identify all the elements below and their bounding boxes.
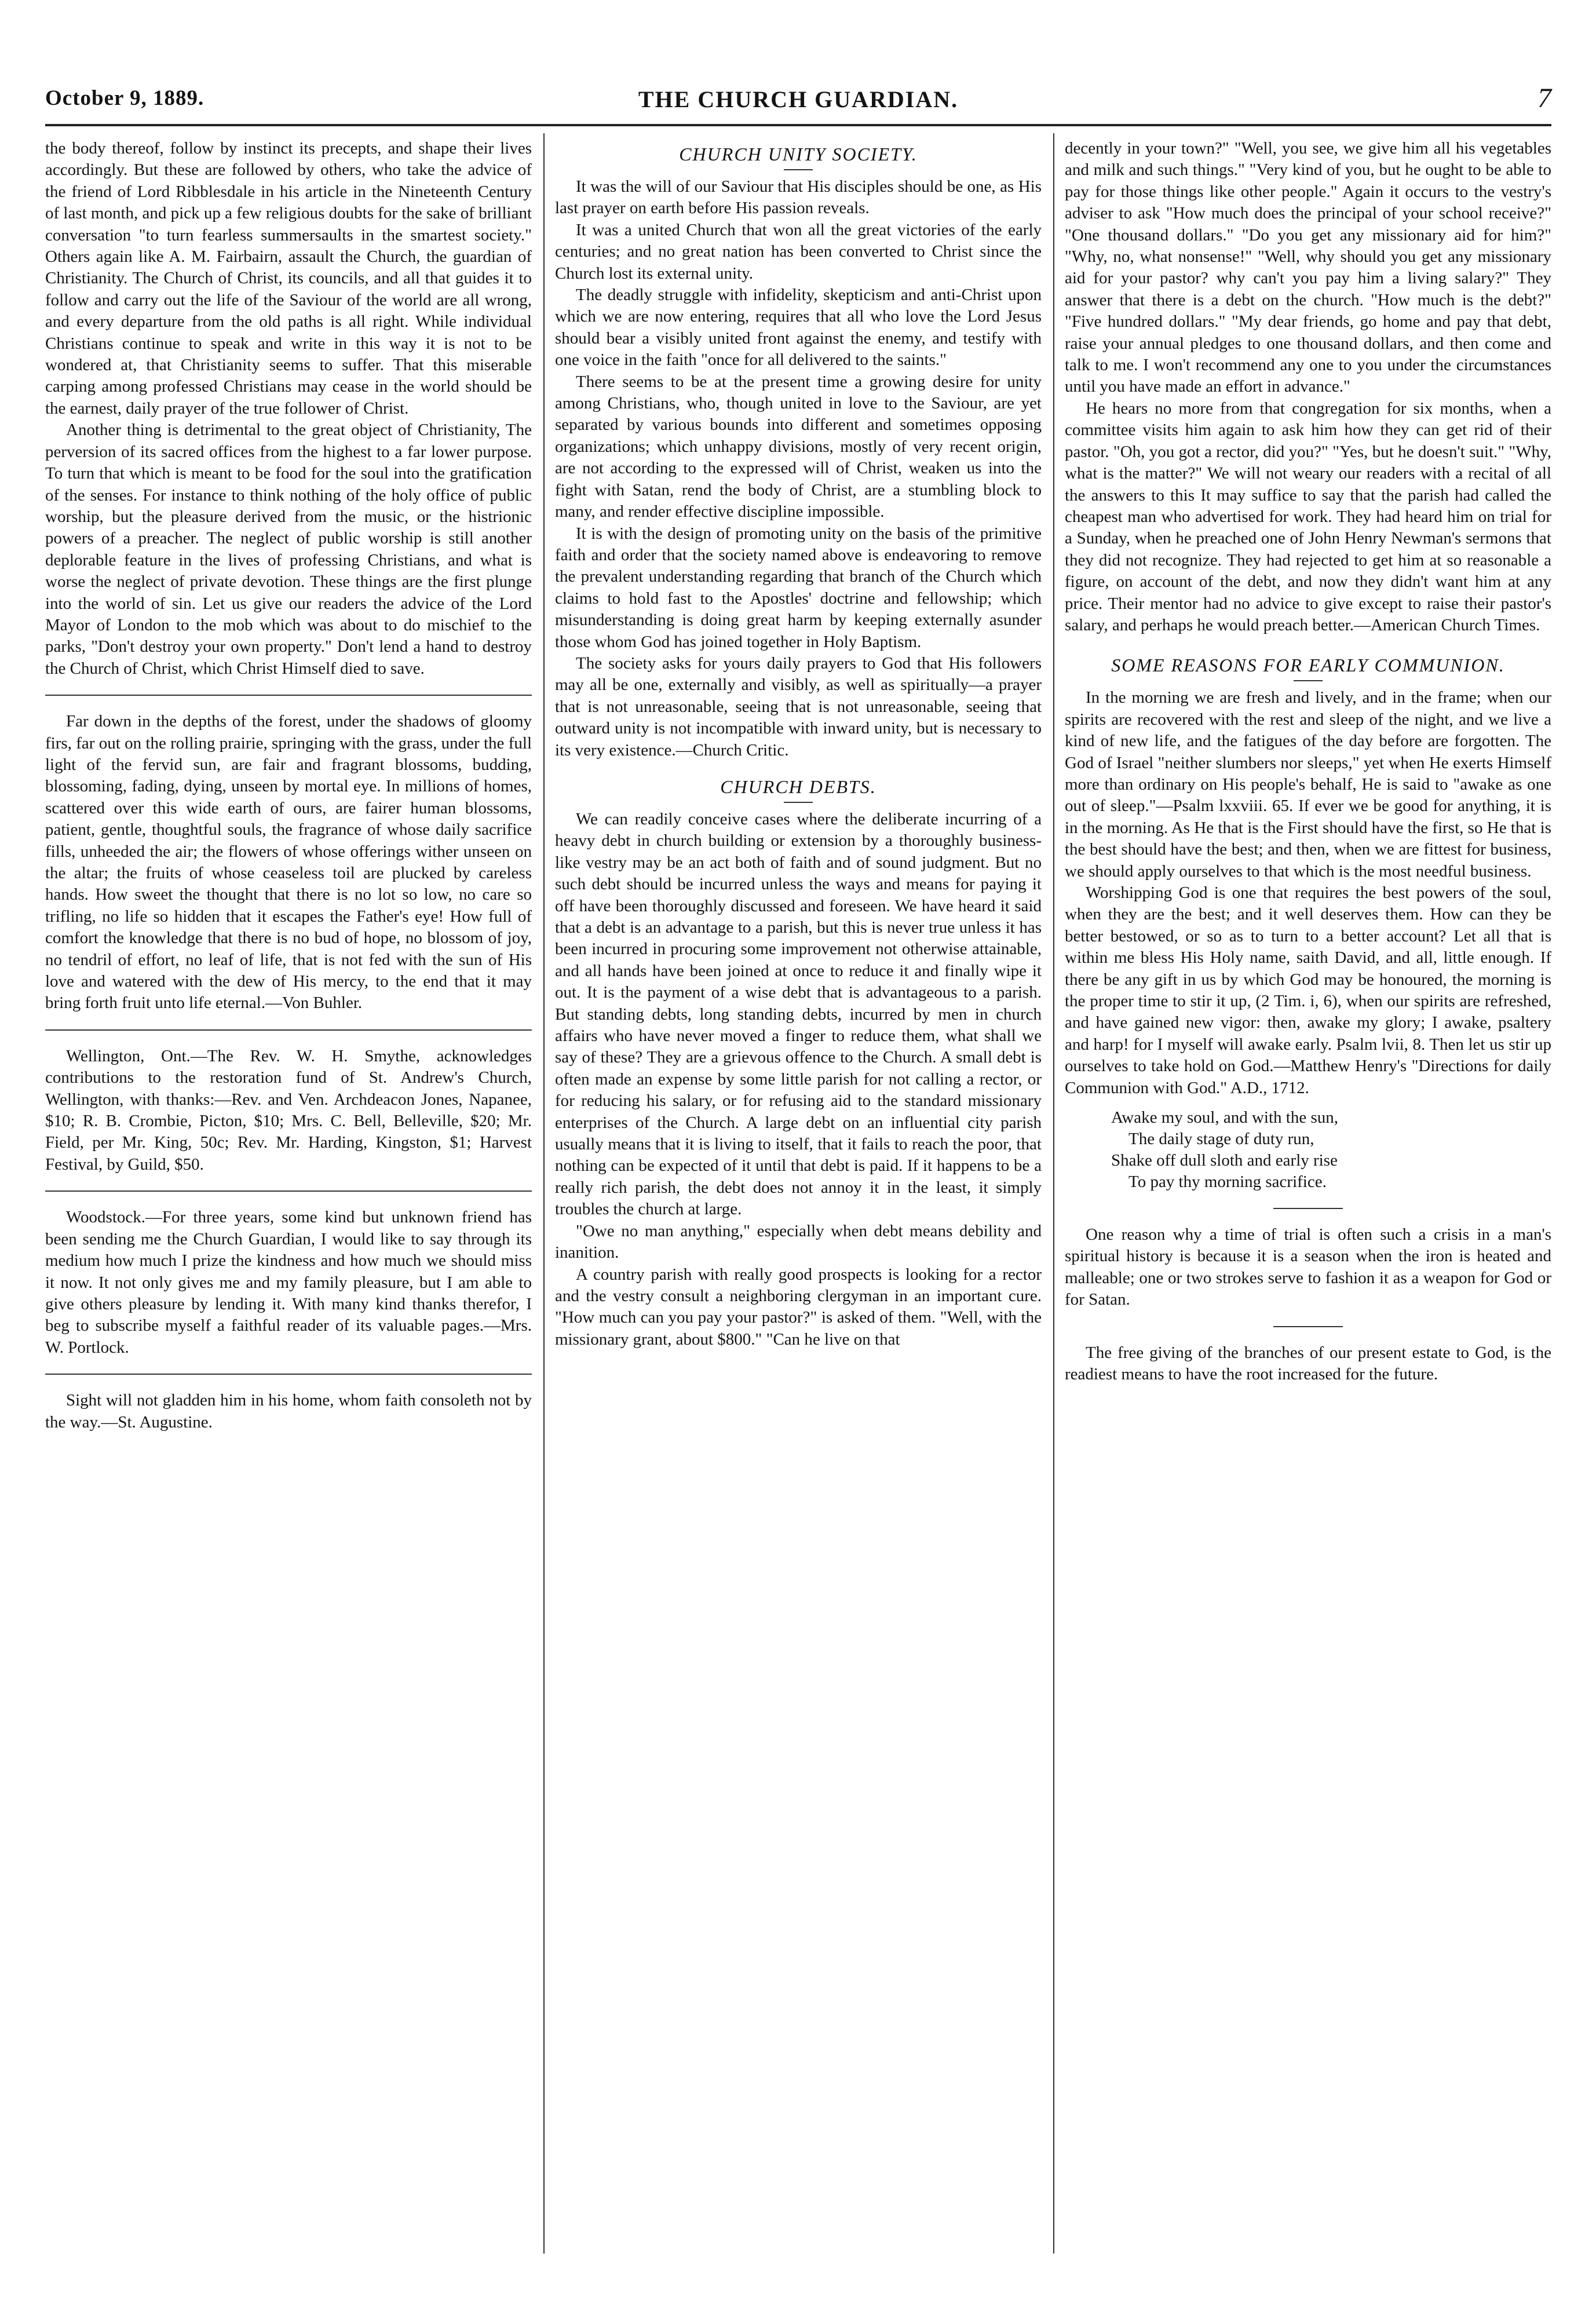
verse-line: Shake off dull sloth and early rise <box>1111 1151 1338 1170</box>
masthead <box>45 83 1551 120</box>
article-paragraph: The deadly struggle with infidelity, skepticism and anti-Christ upon which we are now entering, requires that all who love the Lord Jesus should bear a visibly united front against the enemy, and testify with one voice in the faith "once for all delivered to the saints." <box>555 286 1042 370</box>
verse-line: Awake my soul, and with the sun, <box>1111 1108 1339 1127</box>
news-item: Woodstock.—For three years, some kind but unknown friend has been sending me the Church Guardian, I would like to say through its medium how much I prize the kindness and how much we should miss it now. It not only gives me and my family pleasure, but I am able to give others pleasure by lending it. With many kind thanks therefor, I beg to subscribe myself a faithful reader of its valuable pages.—Mrs. W. Portlock. <box>45 1208 532 1357</box>
heading-dash <box>1294 680 1323 681</box>
masthead-rule <box>45 124 1551 126</box>
article-paragraph: It was the will of our Saviour that His disciples should be one, as His last prayer on earth before His passion reveals. <box>555 177 1042 218</box>
section-rule <box>1273 1326 1343 1327</box>
article-paragraph: The society asks for yours daily prayers to God that His followers may all be one, externally and visibly, as well as spiritually—a prayer that is not unreasonable, seeing that is not unreasonable, seeing that outward unity is not incompatible with inward unity, but is necessary to its very existence.—Church Critic. <box>555 653 1042 759</box>
section-rule <box>45 1029 532 1031</box>
verse-line: To pay thy morning sacrifice. <box>1128 1173 1327 1192</box>
column-3 <box>1065 138 1551 2276</box>
article-paragraph: "Owe no man anything," especially when debt means debility and inanition. <box>555 1221 1042 1262</box>
article-paragraph: In the morning we are fresh and lively, and in the frame; when our spirits are recovered with the rest and sleep of the night, and we live a kind of new life, and the fatigues of the day before are forgotten. The God of Israel "neither slumbers nor sleeps," yet when He exerts Himself more than ordinary on His people's behalf, He is said to "awake as one out of sleep."—Psalm lxxviii. 65. If ever we be good for anything, it is in the morning. As He that is the First should have the first, so He that is the best should have the best; and then, when we are fittest for business, we should apply ourselves to that which is the most needful business. <box>1065 688 1551 881</box>
section-rule <box>45 695 532 696</box>
article-paragraph: He hears no more from that congregation for six months, when a committee visits him again to ask him how they can get rid of their pastor. "Oh, you got a rector, did you?" "Yes, but he doesn't suit." "Why, what is the matter?" We will not weary our readers with a recital of all the answers to this It may suffice to say that the parish had called the cheapest man who advertised for work. They had heard him on trial for a Sunday, when he preached one of John Henry Newman's sermons that they did not recognize. They had rejected to get him at so reasonable a figure, on account of the debt, and now they didn't want him at any price. Their mentor had no advice to give except to raise their pastor's salary, and perhaps he would preach better.—American Church Times. <box>1065 399 1551 634</box>
article-paragraph: Worshipping God is one that requires the best powers of the soul, when they are the best; and it well deserves them. How can they be better bestowed, or so as to turn to a better account? Let all that is within me bless His Holy name, saith David, and all, little enough. If there be any gift in us by which God may be honoured, the morning is the proper time to stir it up, (2 Tim. i, 6), when our spirits are refreshed, and have gained new vigor: then, awake my glory; I awake, psaltery and harp! for I myself will awake early. Psalm lvii, 8. Then let us stir up ourselves to take hold on God.—Matthew Henry's "Directions for daily Communion with God." A.D., 1712. <box>1065 883 1551 1097</box>
hymn-verse <box>1111 1107 1551 1193</box>
verse-line: The daily stage of duty run, <box>1128 1130 1314 1149</box>
article-paragraph: It is with the design of promoting unity on the basis of the primitive faith and order that the society named above is endeavoring to remove the prevalent understanding regarding that branch of the Church which claims to hold fast to the Apostles' doctrine and fellowship; which misunderstanding is doing great harm by keeping externally asunder those whom God has joined together in Holy Baptism. <box>555 524 1042 651</box>
column-2 <box>555 138 1042 2276</box>
article-paragraph: We can readily conceive cases where the deliberate incurring of a heavy debt in church building or extension by a thoroughly business-like vestry may be an act both of faith and of sound judgment. But no such debt should be incurred unless the ways and means for paying it off have been thoroughly discussed and foreseen. We have heard it said that a debt is an advantage to a parish, but this is never true unless it has been incurred in procuring some improvement not otherwise attainable, and all hands have been joined at once to reduce it and finally wipe it out. It is the payment of a wise debt that is advantageous to a parish. But standing debts, long standing debts, incurred by men in church affairs who have never moved a finger to reduce them, what shall we say of these? They are a grievous offence to the Church. A small debt is often made an expense by some little parish for not calling a rector, or for reducing his salary, or for refusing aid to the standard missionary enterprises of the Church. A large debt on an influential city parish usually means that it is living to itself, that it fails to reach the poor, that nothing can be expected of it until that debt is paid. If it happens to be a really rich parish, the debt does not annoy it in the least, it simply troubles the church at large. <box>555 809 1042 1219</box>
quotation: Sight will not gladden him in his home, whom faith consoleth not by the way.—St. Augustine. <box>45 1391 532 1431</box>
column-divider <box>543 133 545 2254</box>
article-paragraph: There seems to be at the present time a growing desire for unity among Christians, who, though united in love to the Saviour, are yet separated by various bounds into different and sometimes opposing organizations; which unhappy divisions, mostly of very recent origin, are not according to the expressed will of Christ, weaken us into the fight with Satan, rend the body of Christ, are a stumbling block to many, and render effective discipline impossible. <box>555 372 1042 521</box>
article-paragraph: the body thereof, follow by instinct its precepts, and shape their lives accordingly. But these are followed by others, who take the advice of the friend of Lord Ribblesdale in his article in the Nineteenth Century of last month, and pick up a few religious doubts for the sake of brilliant conversation "to turn fearless summersaults in the smartest society." Others again like A. M. Fairbairn, assault the Church, the guardian of Christianity. The Church of Christ, its councils, and all that guides it to follow and carry out the life of the Saviour of the world are all wrong, and every departure from the old paths is all right. While individual Christians continue to speak and write in this way it is not to be wondered at, that Christianity seems to suffer. That this miserable carping among professed Christians may cease in the world should be the earnest, daily prayer of the true follower of Christ. <box>45 139 532 418</box>
issue-date: October 9, 1889. <box>45 86 204 110</box>
newspaper-title: THE CHURCH GUARDIAN. <box>638 86 959 112</box>
article-paragraph: The free giving of the branches of our present estate to God, is the readiest means to have the root increased for the future. <box>1065 1343 1551 1384</box>
news-item: Wellington, Ont.—The Rev. W. H. Smythe, acknowledges contributions to the restoration fund of St. Andrew's Church, Wellington, with thanks:—Rev. and Ven. Archdeacon Jones, Napanee, $10; R. B. Crombie, Picton, $10; Mrs. C. Bell, Belleville, $20; Mr. Field, per Mr. King, 50c; Rev. Mr. Harding, Kingston, $1; Harvest Festival, by Guild, $50. <box>45 1046 532 1174</box>
heading-dash <box>784 802 813 803</box>
article-heading: CHURCH DEBTS. <box>720 776 876 797</box>
page-number: 7 <box>1537 83 1551 114</box>
article-heading: CHURCH UNITY SOCIETY. <box>679 144 918 165</box>
article-paragraph: Another thing is detrimental to the great object of Christianity, The perversion of its sacred offices from the highest to a far lower purpose. To turn that which is meant to be food for the soul into the gratification of the senses. For instance to think nothing of the holy office of public worship, but the pleasure derived from the music, or the histrionic powers of a preacher. The neglect of public worship is still another deplorable feature in the lives of professing Christians, and what is worse the neglect of private devotion. These things are the first plunge into the world of sin. Let us give our readers the advice of the Lord Mayor of London to the mob which was about to do mischief to the parks, "Don't destroy your own property." Don't lend a hand to destroy the Church of Christ, which Christ Himself died to save. <box>45 421 532 678</box>
article-paragraph: Far down in the depths of the forest, under the shadows of gloomy firs, far out on the rolling prairie, springing with the grass, under the full light of the fervid sun, are fair and fragrant blossoms, budding, blossoming, fading, dying, unseen by mortal eye. In millions of homes, scattered over this wide earth of ours, are fairer human blossoms, patient, gentle, thoughtful souls, the fragrance of whose daily sacrifice fills, unheeded the air; the flowers of whose offerings wither unseen on the altar; the fruits of whose ceaseless toil are plucked by careless hands. How sweet the thought that there is no lot so low, no care so trifling, no life so hidden that it escapes the Father's eye! How full of comfort the knowledge that there is no bud of hope, no blossom of joy, no tendril of effort, no leaf of life, that is not fed with the sun of His love and watered with the dew of His mercy, to the end that it may bring forth fruit unto life eternal.—Von Buhler. <box>45 712 532 1013</box>
section-rule <box>1273 1208 1343 1209</box>
article-paragraph: decently in your town?" "Well, you see, we give him all his vegetables and milk and such things." "Very kind of you, but he ought to be able to pay for those things like other people." Again it occurs to the vestry's adviser to ask "How much does the principal of your school receive?" "One thousand dollars." "Do you get any missionary aid for him?" "Why, no, what nonsense!" "Well, why should you get any missionary aid for your pastor? why can't you pay him a living salary?" They answer that there is a debt on the church. "How much is the debt?" "Five hundred dollars." "My dear friends, go home and pay that debt, raise your annual pledges to one thousand dollars, and then come and talk to me. I won't recommend any one to you under the circumstances until you have made an effort in advance." <box>1065 139 1551 396</box>
section-rule <box>45 1374 532 1375</box>
column-1 <box>45 138 532 2276</box>
article-heading: SOME REASONS FOR EARLY COMMUNION. <box>1111 655 1505 676</box>
heading-dash <box>784 169 813 170</box>
section-rule <box>45 1190 532 1192</box>
article-paragraph: A country parish with really good prospects is looking for a rector and the vestry consult a neighboring clergyman in an important cure. "How much can you pay your pastor?" is asked of them. "Well, with the missionary grant, about $800." "Can he live on that <box>555 1265 1042 1349</box>
article-paragraph: One reason why a time of trial is often such a crisis in a man's spiritual history is because it is a season when the iron is heated and malleable; one or two strokes serve to fashion it as a weapon for God or for Satan. <box>1065 1225 1551 1309</box>
column-divider <box>1053 133 1054 2254</box>
article-paragraph: It was a united Church that won all the great victories of the early centuries; and no great nation has been converted to Christ since the Church lost its external unity. <box>555 220 1042 283</box>
